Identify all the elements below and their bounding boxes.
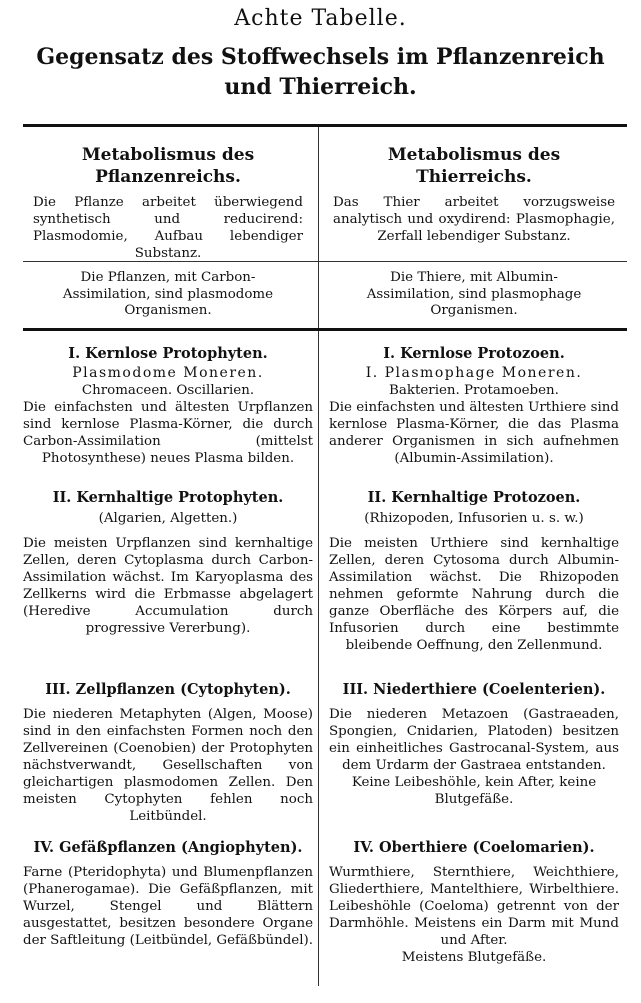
left-section-1-examples: Chromaceen. Oscillarien. — [81, 383, 255, 398]
right-section-1-title: I. Kernlose Protozoen. — [383, 345, 565, 362]
right-section-4-title: IV. Oberthiere (Coelomarien). — [353, 839, 595, 856]
left-section-2-text: Die meisten Urpflanzen sind kernhaltige Zellen, deren Cytoplasma durch Carbon-Assimilation wächst. Im Karyoplasma des Zellkerns wird die Erbmasse abgelagert (Heredive Accumulation durch progressive Vererbung). — [23, 536, 313, 636]
left-section-3-text: Die niederen Metaphyten (Algen, Moose) sind in den einfachsten Formen noch den Zellvereinen (Coenobien) der Protophyten nächstverwandt, Gesellschaften von gleichartigen plasmodomen Zellen. Den meisten Cytophyten fehlen noch Leitbündel. — [23, 707, 313, 824]
left-section-2-title: II. Kernhaltige Protophyten. — [52, 489, 284, 506]
left-heading-line-1: Metabolismus des — [81, 145, 255, 165]
comparison-table — [23, 124, 627, 986]
column-divider-lower — [318, 331, 319, 986]
left-section-1-text: Die einfachsten und ältesten Urpflanzen sind kernlose Plasma-Körner, die durch Carbon-Assimilation (mittelst Photosynthese) neues Plasma bilden. — [23, 400, 313, 466]
thick-row-divider — [23, 328, 627, 331]
page-title — [0, 42, 641, 102]
title-line-1: Gegensatz des Stoffwechsels im Pflanzenreich — [36, 44, 605, 70]
left-section-3 — [23, 680, 313, 825]
left-intro: Die Pflanze arbeitet überwiegend synthetisch und reducirend: Plasmodomie, Aufbau lebendiger Substanz. — [33, 195, 303, 261]
table-number: Achte Tabelle. — [234, 6, 407, 31]
right-section-1-subtitle: I. Plasmophage Moneren. — [365, 365, 583, 381]
left-section-1-title: I. Kernlose Protophyten. — [68, 345, 268, 362]
right-section-4 — [329, 838, 619, 966]
right-section-3-title: III. Niederthiere (Coelenterien). — [342, 681, 606, 698]
left-section-2-subtitle: (Algarien, Algetten.) — [98, 511, 238, 526]
right-section-3-text-2: Keine Leibeshöhle, kein After, keine Blutgefäße. — [351, 775, 597, 807]
right-note — [329, 270, 619, 320]
left-note — [23, 270, 313, 320]
left-section-3-title: III. Zellpflanzen (Cytophyten). — [45, 681, 291, 698]
left-section-4-title: IV. Gefäßpflanzen (Angiophyten). — [33, 839, 303, 856]
right-heading-block — [329, 144, 619, 245]
left-section-1 — [23, 344, 313, 467]
right-section-1-examples: Bakterien. Protamoeben. — [389, 383, 559, 398]
right-section-1-text: Die einfachsten und ältesten Urthiere sind kernlose Plasma-Körner, die das Plasma anderer Organismen in sich aufnehmen (Albumin-Assimilation). — [329, 400, 619, 466]
left-heading-block — [23, 144, 313, 262]
left-section-4 — [23, 838, 313, 949]
right-heading-line-1: Metabolismus des — [387, 145, 561, 165]
page-header — [0, 6, 641, 102]
right-intro: Das Thier arbeitet vorzugsweise analytisch und oxydirend: Plasmophagie, Zerfall lebendiger Substanz. — [333, 195, 615, 244]
left-section-1-subtitle: Plasmodome Moneren. — [72, 365, 264, 381]
right-section-1 — [329, 344, 619, 467]
right-section-4-text: Wurmthiere, Sternthiere, Weichthiere, Gliederthiere, Mantelthiere, Wirbelthiere. Leibeshöhle (Coeloma) getrennt von der Darmhöhle. Meistens ein Darm mit Mund und After. — [329, 865, 619, 948]
right-section-2-subtitle: (Rhizopoden, Infusorien u. s. w.) — [364, 511, 584, 526]
right-heading-line-2: Thierreichs. — [416, 167, 532, 187]
left-heading-line-2: Pflanzenreichs. — [95, 167, 241, 187]
right-section-4-text-2: Meistens Blutgefäße. — [401, 950, 547, 965]
column-divider-upper — [318, 127, 319, 329]
right-section-2-title: II. Kernhaltige Protozoen. — [367, 489, 581, 506]
right-note-text: Die Thiere, mit Albumin-Assimilation, sind plasmophage Organismen. — [366, 270, 582, 318]
right-section-3 — [329, 680, 619, 808]
top-rule — [23, 124, 627, 127]
left-section-4-text: Farne (Pteridophyta) und Blumenpflanzen (Phanerogamae). Die Gefäßpflanzen, mit Wurzel, Stengel und Blättern ausgestattet, besitzen besondere Organe der Saftleitung (Leitbündel, Gefäßbündel). — [23, 865, 313, 948]
left-section-2 — [23, 488, 313, 637]
right-section-2 — [329, 488, 619, 654]
right-section-3-text: Die niederen Metazoen (Gastraeaden, Spongien, Cnidarien, Platoden) besitzen ein einheitliches Gastrocanal-System, aus dem Urdarm der Gastraea entstanden. — [329, 707, 619, 773]
left-note-text: Die Pflanzen, mit Carbon-Assimilation, sind plasmodome Organismen. — [62, 270, 274, 318]
title-line-2: und Thierreich. — [224, 74, 417, 100]
right-section-2-text: Die meisten Urthiere sind kernhaltige Zellen, deren Cytosoma durch Albumin-Assimilation wächst. Die Rhizopoden nehmen geformte Nahrung durch die ganze Oberfläche des Körpers auf, die Infusorien durch eine bestimmte bleibende Oeffnung, den Zellenmund. — [329, 536, 619, 653]
